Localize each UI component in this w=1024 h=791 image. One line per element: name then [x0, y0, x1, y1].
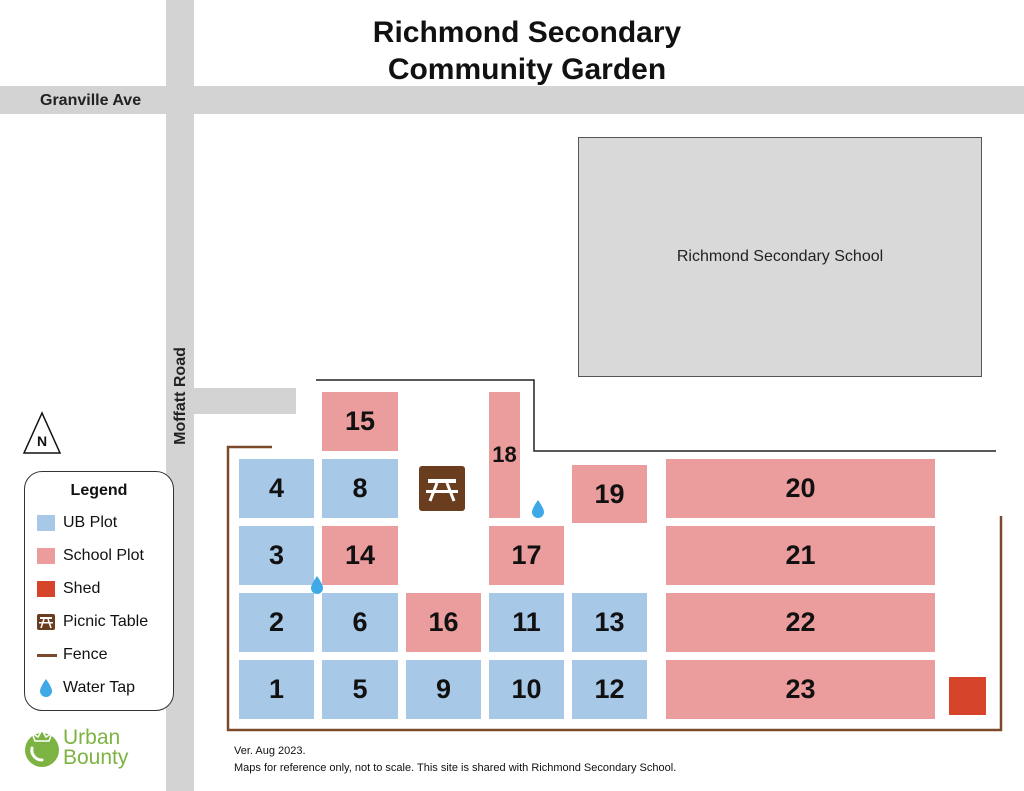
legend-shed-label: Shed	[63, 580, 101, 597]
plot-4[interactable]: 4	[239, 459, 314, 518]
fence-swatch	[37, 654, 57, 657]
plot-1[interactable]: 1	[239, 660, 314, 719]
legend-picnic-table-label: Picnic Table	[63, 613, 149, 630]
picnic-table-icon	[37, 614, 55, 630]
picnic-table	[419, 466, 465, 511]
water-tap-swatch	[37, 679, 55, 697]
moffatt-road-label: Moffatt Road	[172, 347, 189, 445]
legend-item-picnic-table	[37, 612, 148, 632]
plot-22[interactable]: 22	[666, 593, 935, 652]
legend-item-ub-plot	[37, 513, 117, 533]
plot-16[interactable]: 16	[406, 593, 481, 652]
water-tap-1	[530, 498, 546, 520]
plot-2[interactable]: 2	[239, 593, 314, 652]
plot-3[interactable]: 3	[239, 526, 314, 585]
legend	[24, 471, 174, 711]
plot-14[interactable]: 14	[322, 526, 398, 585]
north-arrow	[22, 411, 62, 455]
plot-18[interactable]: 18	[489, 392, 520, 518]
shed	[949, 677, 986, 715]
plot-9[interactable]: 9	[406, 660, 481, 719]
water-drop-icon	[532, 500, 544, 518]
water-drop-icon	[40, 679, 52, 697]
disclaimer-note: Maps for reference only, not to scale. This site is shared with Richmond Secondary School.	[234, 762, 677, 774]
plot-12[interactable]: 12	[572, 660, 647, 719]
title-line-2: Community Garden	[387, 53, 667, 86]
plot-15[interactable]: 15	[322, 392, 398, 451]
plot-13[interactable]: 13	[572, 593, 647, 652]
water-drop-icon	[311, 576, 323, 594]
legend-item-school-plot	[37, 546, 144, 566]
legend-title: Legend	[70, 482, 128, 499]
site-boundary-line	[316, 380, 996, 451]
title-line-1: Richmond Secondary	[372, 16, 682, 49]
ub-plot-swatch	[37, 515, 55, 531]
plot-10[interactable]: 10	[489, 660, 564, 719]
legend-item-fence	[37, 645, 107, 665]
legend-ub-plot-label: UB Plot	[63, 514, 118, 531]
shed-swatch	[37, 581, 55, 597]
tomato-logo-icon	[22, 724, 62, 768]
legend-item-water-tap	[37, 678, 135, 698]
plot-21[interactable]: 21	[666, 526, 935, 585]
plot-8[interactable]: 8	[322, 459, 398, 518]
legend-fence-label: Fence	[63, 646, 108, 663]
urban-bounty-wordmark	[63, 728, 153, 768]
wordmark-line-2: Bounty	[63, 746, 129, 769]
picnic-table-swatch	[37, 614, 55, 630]
plot-17[interactable]: 17	[489, 526, 564, 585]
wordmark-line-1: Urban	[63, 726, 121, 749]
plot-19[interactable]: 19	[572, 465, 647, 523]
plot-6[interactable]: 6	[322, 593, 398, 652]
granville-ave-label: Granville Ave	[40, 92, 142, 109]
legend-item-shed	[37, 579, 100, 599]
north-label: N	[36, 433, 48, 449]
plot-11[interactable]: 11	[489, 593, 564, 652]
school-plot-swatch	[37, 548, 55, 564]
picnic-table-icon	[425, 475, 459, 503]
plot-23[interactable]: 23	[666, 660, 935, 719]
school-building-label: Richmond Secondary School	[676, 248, 884, 265]
plot-5[interactable]: 5	[322, 660, 398, 719]
legend-water-tap-label: Water Tap	[63, 679, 136, 696]
plot-20[interactable]: 20	[666, 459, 935, 518]
version-note: Ver. Aug 2023.	[234, 745, 306, 757]
water-tap-2	[309, 574, 325, 596]
legend-school-plot-label: School Plot	[63, 547, 144, 564]
